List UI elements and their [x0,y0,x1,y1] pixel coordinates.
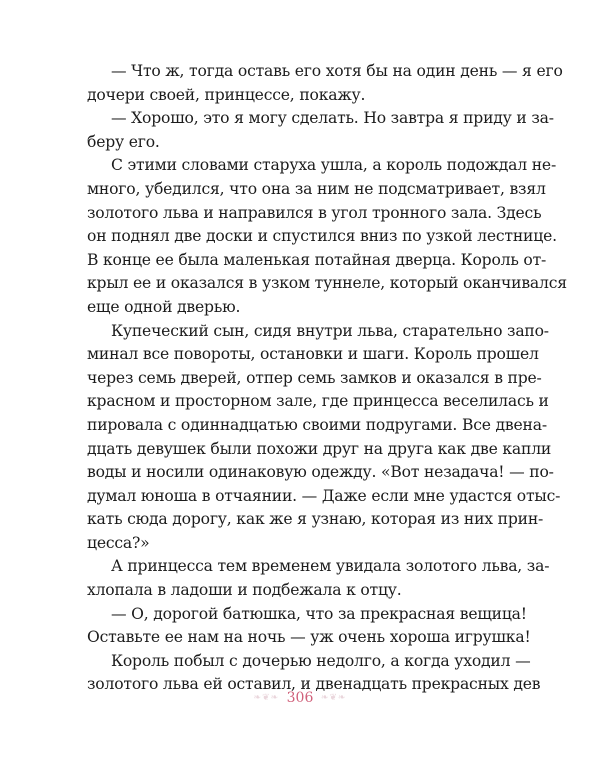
text-line: дочери своей, принцессе, покажу. [87,85,366,104]
page-footer [0,690,600,706]
text-line: крыл ее и оказался в узком туннеле, который оканчивался [87,274,567,293]
text-line: С этими словами старуха ушла, а король подождал не- [111,156,557,175]
text-line: цесса?» [87,533,150,552]
text-line: золотого льва ей оставил, и двенадцать прекрасных дев [87,675,541,694]
text-line: В конце ее была маленькая потайная дверца. Король от- [87,250,547,269]
ornament-left-icon: ❧❦❧ [253,693,280,703]
text-line: много, убедился, что она за ним не подсматривает, взял [87,179,546,198]
text-line: красном и просторном зале, где принцесса веселилась и [87,392,549,411]
text-line: дцать девушек были похожи друг на друга как две капли [87,439,552,458]
text-line: думал юноша в отчаянии. — Даже если мне удастся отыс- [87,486,561,505]
text-line: Купеческий сын, сидя внутри льва, старательно запо- [111,321,549,340]
text-line: воды и носили одинаковую одежду. «Вот незадача! — по- [87,463,554,482]
text-line: через семь дверей, отпер семь замков и оказался в пре- [87,368,542,387]
text-line: Оставьте ее нам на ночь — уж очень хороша игрушка! [87,628,531,647]
text-line: беру его. [87,132,160,151]
text-line: золотого льва и направился в угол тронного зала. Здесь [87,203,542,222]
text-line: — Хорошо, это я могу сделать. Но завтра я приду и за- [111,109,554,128]
ornament-right-icon: ❧❦❧ [320,693,347,703]
text-line: минал все повороты, остановки и шаги. Король прошел [87,345,539,364]
text-line: пировала с одиннадцатью своими подругами. Все двена- [87,415,547,434]
page-body [87,60,567,697]
page-number: 306 [286,690,314,706]
text-line: кать сюда дорогу, как же я узнаю, которая из них прин- [87,510,544,529]
text-line: хлопала в ладоши и подбежала к отцу. [87,581,402,600]
text-line: А принцесса тем временем увидала золотого льва, за- [111,557,550,576]
text-line: еще одной дверью. [87,297,241,316]
text-line: Король побыл с дочерью недолго, а когда уходил — [111,651,531,670]
text-line: — О, дорогой батюшка, что за прекрасная вещица! [111,604,527,623]
text-line: он поднял две доски и спустился вниз по узкой лестнице. [87,227,557,246]
text-line: — Что ж, тогда оставь его хотя бы на один день — я его [111,62,563,80]
